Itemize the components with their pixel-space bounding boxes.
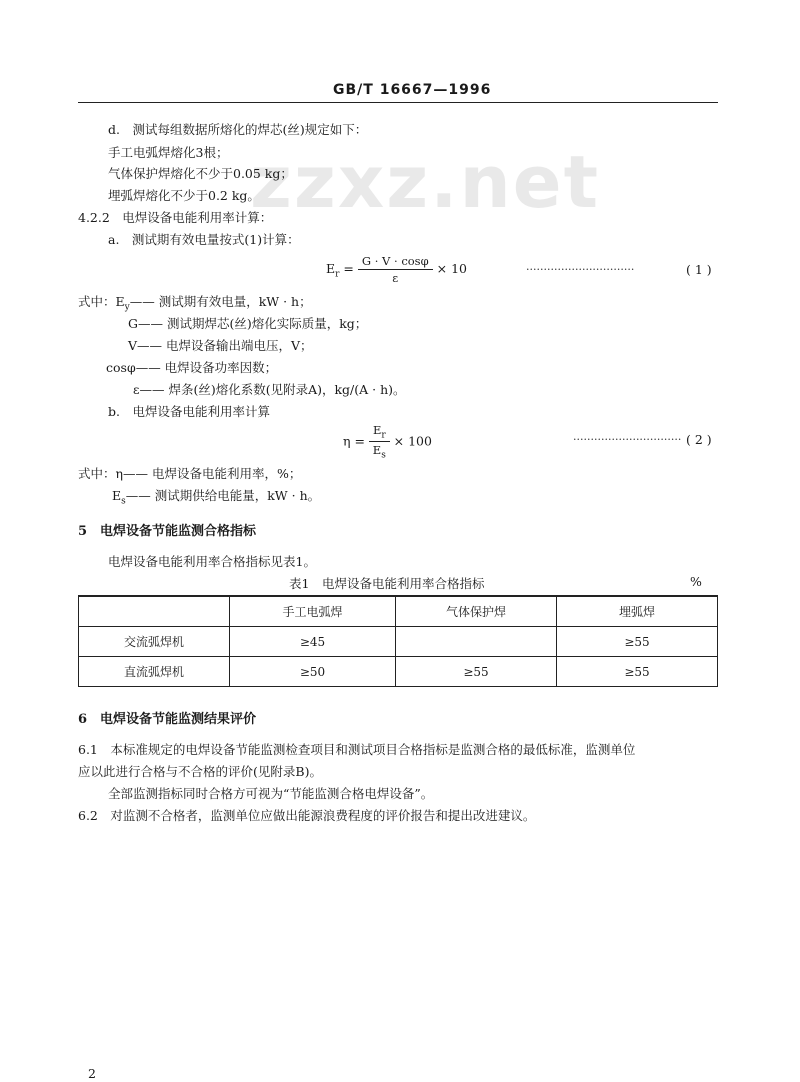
table-cell: ≥50 (230, 657, 396, 687)
where-eps: ε—— 焊条(丝)熔化系数(见附录A)，kg/(A · h)。 (133, 382, 406, 397)
eq2-den-e: E (372, 443, 382, 458)
eq2-denominator (369, 442, 390, 460)
where-v: V—— 电焊设备输出端电压，V； (128, 338, 313, 353)
table-cell: ≥55 (557, 657, 718, 687)
eq1-lhs-sub: r (335, 269, 340, 280)
clause-6-1-line2: 应以此进行合格与不合格的评价(见附录B)。 (78, 764, 322, 779)
eq1-leader-dots: ······························· (526, 263, 635, 276)
table-cell: 直流弧焊机 (79, 657, 230, 687)
eq2-equals: = (354, 433, 365, 449)
header-rule (78, 102, 718, 103)
eq2-den-sub: s (381, 450, 386, 461)
where-label: 式中：E (78, 294, 125, 309)
table-1-caption: 表1 电焊设备电能利用率合格指标 (289, 576, 485, 591)
page-number: 2 (88, 1066, 96, 1081)
item-d1: 手工电弧焊熔化3根； (108, 145, 229, 160)
eq1-lhs: E (326, 261, 336, 276)
table-cell: ≥55 (557, 627, 718, 657)
eq2-tail: × 100 (393, 433, 432, 449)
where-ey (78, 292, 312, 313)
where-es-desc: —— 测试期供给电能量，kW · h。 (125, 488, 321, 503)
table-header-cell: 埋弧焊 (557, 596, 718, 627)
watermark: zzxz.net (250, 140, 601, 224)
eq1-fraction (358, 254, 433, 285)
item-d2: 气体保护焊熔化不少于0.05 kg； (108, 166, 293, 181)
where-g: G—— 测试期焊芯(丝)熔化实际质量，kg； (128, 316, 368, 331)
table-header-cell (79, 596, 230, 627)
eq2-number: ( 2 ) (686, 432, 712, 447)
table-cell: ≥55 (396, 657, 557, 687)
eq1-number: ( 1 ) (686, 262, 712, 277)
equation-1 (326, 254, 467, 285)
eq1-equals: = (343, 261, 354, 276)
eq1-tail: × 10 (436, 261, 467, 276)
standard-number-header: GB/T 16667—1996 (333, 82, 492, 98)
table-cell: 交流弧焊机 (79, 627, 230, 657)
section-5-intro: 电焊设备电能利用率合格指标见表1。 (108, 554, 316, 569)
eq2-num-sub: r (381, 430, 386, 441)
clause-6-1-line3: 全部监测指标同时合格方可视为“节能监测合格电焊设备”。 (108, 786, 434, 801)
eq1-numerator: G · V · cosφ (358, 254, 433, 270)
table-cell (396, 627, 557, 657)
eq1-denominator: ε (392, 271, 399, 285)
eq2-lhs: η (343, 433, 351, 449)
clause-6-2: 6.2 对监测不合格者，监测单位应做出能源浪费程度的评价报告和提出改进建议。 (78, 808, 536, 823)
where-es-sub: s (121, 496, 126, 507)
item-d: d. 测试每组数据所熔化的焊芯(丝)规定如下： (108, 122, 368, 137)
clause-6-1-line1: 6.1 本标准规定的电焊设备节能监测检查项目和测试项目合格指标是监测合格的最低标准，监测单位 (78, 742, 636, 757)
item-d3: 埋弧焊熔化不少于0.2 kg。 (108, 188, 260, 203)
clause-4-2-2: 4.2.2 电焊设备电能利用率计算： (78, 210, 273, 225)
table-1 (78, 595, 718, 687)
where-es-e: E (112, 488, 122, 503)
where-es (112, 486, 320, 507)
eq2-fraction (369, 423, 390, 461)
table-header-cell: 手工电弧焊 (230, 596, 396, 627)
equation-2 (343, 423, 432, 461)
where-ey-desc: —— 测试期有效电量，kW · h； (129, 294, 312, 309)
eq2-numerator (369, 423, 390, 442)
item-a: a. 测试期有效电量按式(1)计算： (108, 232, 300, 247)
eq2-leader-dots: ······························· (573, 433, 682, 446)
table-cell: ≥45 (230, 627, 396, 657)
where-eta: 式中：η—— 电焊设备电能利用率，%； (78, 466, 302, 481)
item-b: b. 电焊设备电能利用率计算 (108, 404, 270, 419)
table-1-unit: % (690, 574, 702, 589)
section-5-title: 5 电焊设备节能监测合格指标 (78, 524, 257, 539)
where-ey-sub: y (124, 302, 130, 313)
table-row (79, 627, 718, 657)
section-6-title: 6 电焊设备节能监测结果评价 (78, 712, 257, 727)
eq2-num-e: E (372, 423, 382, 437)
table-header-cell: 气体保护焊 (396, 596, 557, 627)
table-header-row (79, 596, 718, 627)
where-cos: cosφ—— 电焊设备功率因数； (106, 360, 278, 375)
table-row (79, 657, 718, 687)
